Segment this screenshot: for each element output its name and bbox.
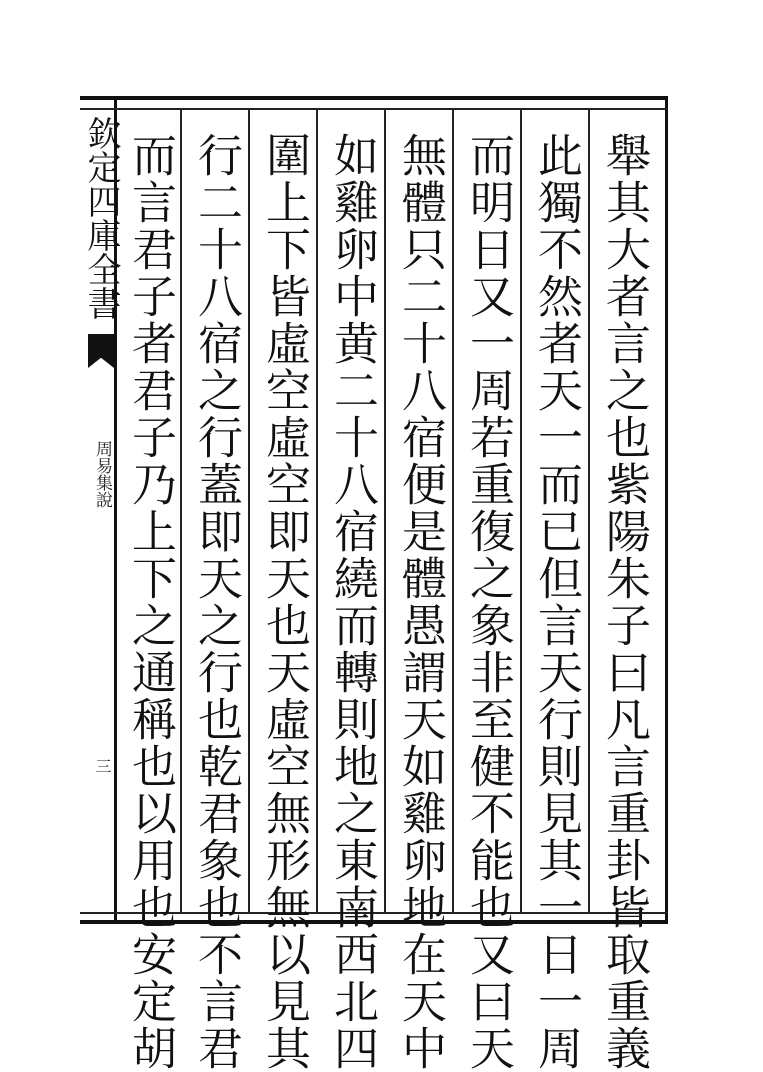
text-column-8: 而言君子者君子乃上下之通稱也以用也安定胡 xyxy=(124,132,177,1072)
text-column-2: 此獨不然者天一而已但言天行則見其一日一周 xyxy=(530,132,583,1072)
column-divider xyxy=(248,110,250,912)
text-column-6: 圍上下皆虛空虛空即天也天虛空無形無以見其 xyxy=(258,132,311,1072)
text-column-3: 而明日又一周若重復之象非至健不能也又曰天 xyxy=(462,132,515,1072)
text-column-7: 行二十八宿之行蓋即天之行也乾君象也不言君 xyxy=(190,132,243,1072)
column-divider xyxy=(452,110,454,912)
page-number: 三 xyxy=(93,758,112,774)
book-title: 欽定四庫全書 xyxy=(81,116,121,320)
text-column-5: 如雞卵中黄二十八宿繞而轉則地之東南西北四 xyxy=(326,132,379,1072)
column-divider xyxy=(588,110,590,912)
text-column-1: 舉其大者言之也紫陽朱子曰凡言重卦皆取重義 xyxy=(598,132,651,1072)
column-divider xyxy=(316,110,318,912)
section-title: 周易集說 xyxy=(92,440,112,508)
top-rule xyxy=(80,108,668,110)
column-divider xyxy=(520,110,522,912)
column-divider xyxy=(384,110,386,912)
text-column-4: 無體只二十八宿便是體愚謂天如雞卵地在天中 xyxy=(394,132,447,1072)
